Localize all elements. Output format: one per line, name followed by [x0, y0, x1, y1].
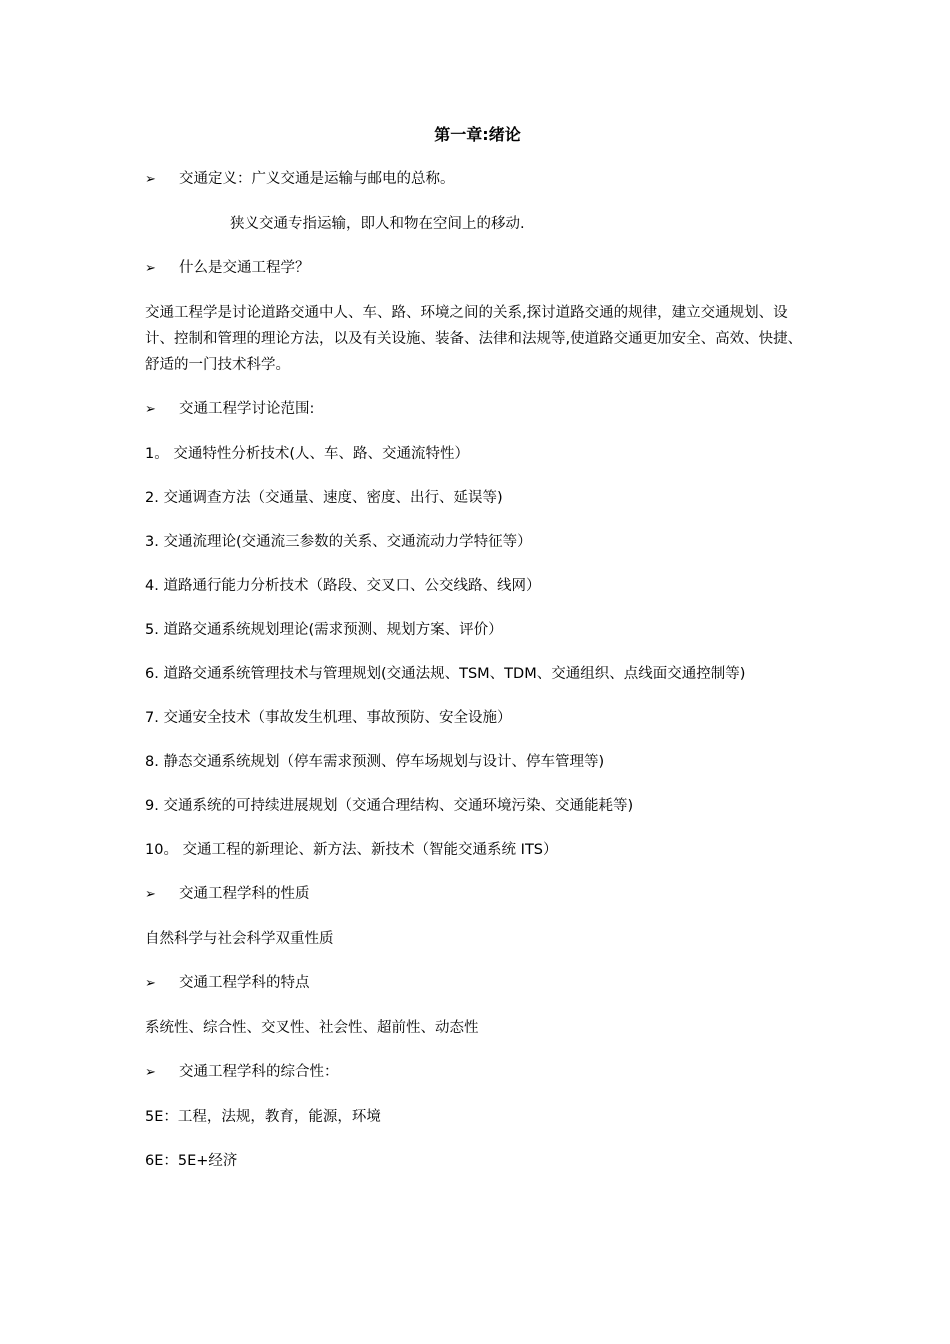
paragraph: 6E：5E+经济: [145, 1153, 238, 1169]
bullet-arrow-icon: ➢: [145, 172, 156, 187]
list-item: 8. 静态交通系统规划（停车需求预测、停车场规划与设计、停车管理等): [145, 754, 605, 770]
list-item: 6. 道路交通系统管理技术与管理规划(交通法规、TSM、TDM、交通组织、点线面交通控制等): [145, 666, 746, 682]
list-item: 9. 交通系统的可持续进展规划（交通合理结构、交通环境污染、交通能耗等): [145, 798, 634, 814]
paragraph: 交通工程学是讨论道路交通中人、车、路、环境之间的关系,探讨道路交通的规律，建立交通规划、设计、控制和管理的理论方法，以及有关设施、装备、法律和法规等,使道路交通更加安全、高效、快捷、舒适的一门技术科学。: [145, 305, 803, 373]
bullet-text: 交通定义：广义交通是运输与邮电的总称。: [179, 171, 455, 187]
bullet-item: [145, 396, 810, 423]
bullet-text: 什么是交通工程学？: [179, 260, 310, 276]
bullet-text: 交通工程学讨论范围:: [179, 401, 315, 417]
paragraph: 5E：工程，法规，教育，能源，环境: [145, 1109, 381, 1125]
list-item: 2. 交通调查方法（交通量、速度、密度、出行、延误等): [145, 490, 503, 506]
chapter-title: 第一章:绪论: [434, 125, 521, 144]
bullet-item: [145, 881, 810, 908]
list-item: 5. 道路交通系统规划理论(需求预测、规划方案、评价）: [145, 622, 503, 638]
list-item: 3. 交通流理论(交通流三参数的关系、交通流动力学特征等）: [145, 534, 532, 550]
list-item: 10。 交通工程的新理论、新方法、新技术（智能交通系统 ITS）: [145, 842, 558, 858]
bullet-arrow-icon: ➢: [145, 402, 156, 417]
bullet-item: [145, 970, 810, 997]
bullet-item: [145, 166, 810, 193]
list-item: 1。 交通特性分析技术(人、车、路、交通流特性）: [145, 446, 469, 462]
bullet-arrow-icon: ➢: [145, 887, 156, 902]
bullet-item: [145, 1059, 810, 1086]
bullet-text: 交通工程学科的性质: [179, 886, 310, 902]
bullet-text: 交通工程学科的综合性：: [179, 1064, 339, 1080]
paragraph: 自然科学与社会科学双重性质: [145, 931, 334, 947]
bullet-item: [145, 255, 810, 282]
list-item: 4. 道路通行能力分析技术（路段、交叉口、公交线路、线网）: [145, 578, 541, 594]
paragraph: 系统性、综合性、交叉性、社会性、超前性、动态性: [145, 1020, 479, 1036]
bullet-arrow-icon: ➢: [145, 261, 156, 276]
indented-paragraph: 狭义交通专指运输，即人和物在空间上的移动.: [230, 216, 525, 232]
list-item: 7. 交通安全技术（事故发生机理、事故预防、安全设施）: [145, 710, 512, 726]
document-content: [145, 122, 810, 1192]
bullet-text: 交通工程学科的特点: [179, 975, 310, 991]
bullet-arrow-icon: ➢: [145, 976, 156, 991]
bullet-arrow-icon: ➢: [145, 1065, 156, 1080]
